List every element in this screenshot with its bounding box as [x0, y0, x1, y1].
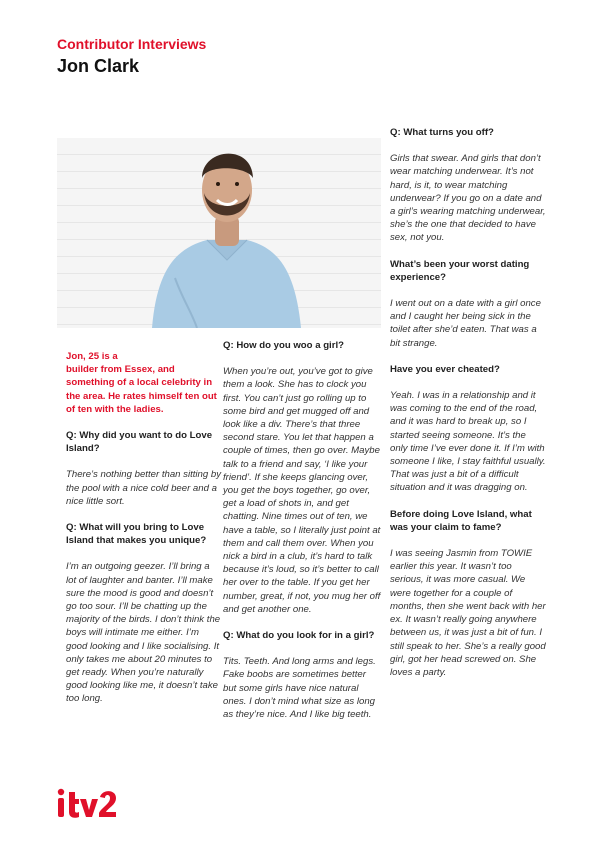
question: Before doing Love Island, what was your claim to fame?: [390, 508, 532, 533]
answer: I’m an outgoing geezer. I’ll bring a lot of laughter and banter. I’ll make sure the mood is good and doesn’t go too sour. I’ll be chatting up the majority of the birds. I don’t think the boys will intimate me either. I’m good looking and I like socialising. It only takes me about 20 minutes to get ready. When you’re naturally good looking like me, it doesn’t take too long.: [66, 561, 221, 705]
answer: I went out on a date with a girl once and I caught her being sick in the toilet after she’d eaten. That was a bit strange.: [390, 298, 541, 349]
question: Q: What do you look for in a girl?: [223, 630, 375, 642]
answer: I was seeing Jasmin from TOWIE earlier this year. It wasn’t too serious, it was more casual. We were together for a couple of months, then she went back with her ex. It wasn’t really going anywhere between us, it was just a bit of fun. I still speak to her. She’s a really good girl, got her head screwed on. She loves a party.: [390, 548, 546, 678]
answer: There’s nothing better than sitting by the pool with a nice cold beer and a nice little sort.: [66, 469, 222, 507]
intro-line-2: builder from Essex, and something of a local celebrity in the area. He rates himself ten out of ten with the ladies.: [66, 364, 217, 415]
question: Q: What turns you off?: [390, 127, 494, 138]
contributor-photo: [57, 138, 381, 328]
page-title: Jon Clark: [57, 56, 140, 76]
answer: Girls that swear. And girls that don’t wear matching underwear. It’s not hard, is it, to wear matching underwear? If you go on a date and a girl’s wearing matching underwear, she’s the one that decided to have sex, not you.: [390, 153, 546, 244]
man-portrait-illustration: [57, 138, 381, 328]
question: Q: What will you bring to Love Island that makes you unique?: [66, 522, 207, 547]
question: Have you ever cheated?: [390, 363, 500, 375]
question: Q: Why did you want to do Love Island?: [66, 430, 213, 455]
section-kicker: Contributor Interviews: [57, 36, 207, 52]
answer: When you’re out, you’ve got to give them a look. She has to clock you first. You can’t just go rolling up to some bird and get mugged off and look like a div. There’s that three second stare. You let that happen a couple of times, then go over. Maybe talk to a friend and say, ‘I like your friend’. If she keeps glancing over, you get the boys together, go over, get a load of shots in, and get chatting. Nine times out of ten, we have a table, so I literally just point at them and call them over. When you nick a bird in a club, it’s hard to talk because it’s loud, so it’s better to call her over to the table. If you get her number, great, if not, you mug her off and get another one.: [223, 366, 381, 615]
question: What’s been your worst dating experience?: [390, 258, 530, 283]
column-1: [66, 350, 222, 719]
itv2-logo-mark: [56, 783, 118, 823]
answer: Yeah. I was in a relationship and it was coming to the end of the road, and it was hard to break up, so I started seeing someone. It’s the only time I’ve ever done it. If I’m with someone I like, I stay faithful usually. That was just a bit of a difficult situation and it was dragging on.: [390, 390, 546, 494]
intro-paragraph: [66, 350, 222, 416]
itv2-logo: [56, 783, 118, 823]
column-3: [390, 126, 546, 692]
question: Q: How do you woo a girl?: [223, 340, 344, 351]
answer: Tits. Teeth. And long arms and legs. Fake boobs are sometimes better but some girls have nice natural ones. I don’t mind what size as long as they’re nice. And I like big teeth.: [223, 656, 376, 721]
column-2: [223, 339, 381, 734]
intro-line-1: Jon, 25 is a: [66, 351, 118, 362]
